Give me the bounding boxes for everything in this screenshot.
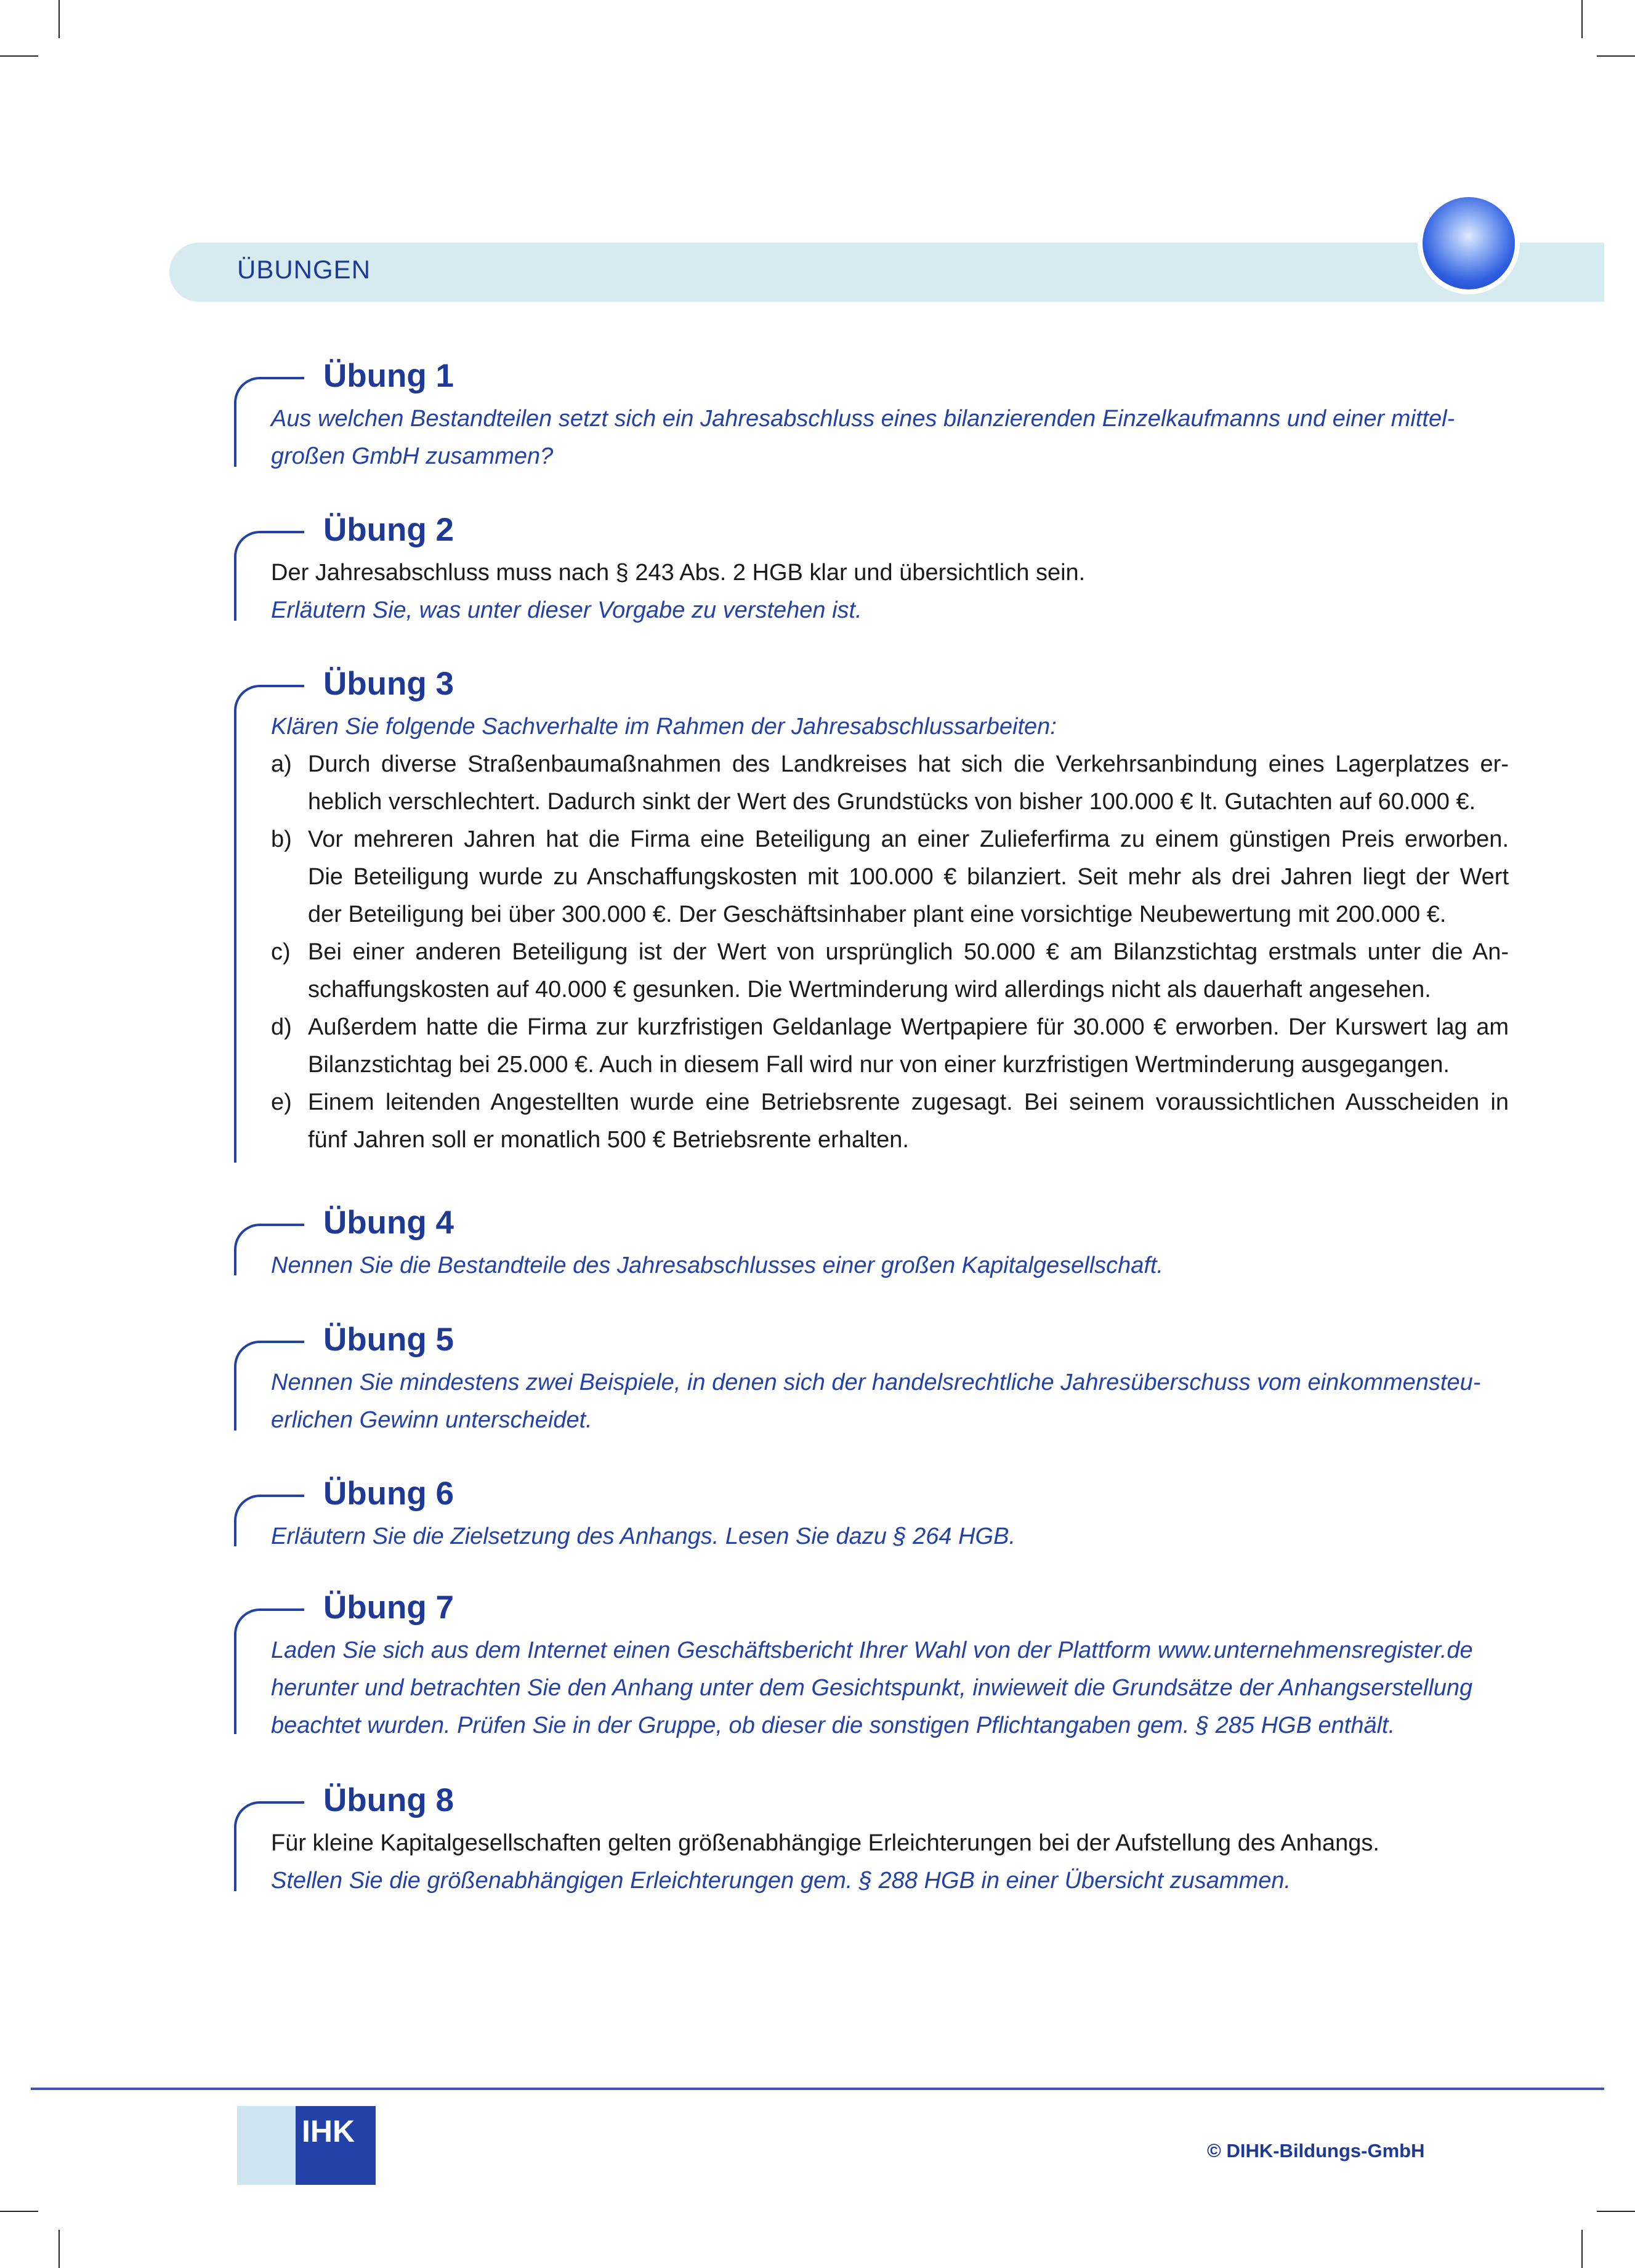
sub-task-line: Einem leitenden Angestellten wurde eine Betriebsrente zugesagt. Bei seinem voraussichtlichen Ausscheiden in xyxy=(308,1089,1509,1115)
exercise-text-line: erlichen Gewinn unterscheidet. xyxy=(271,1407,592,1433)
sub-task-line: Die Beteiligung wurde zu Anschaffungskosten mit 100.000 € bilanziert. Seit mehr als drei Jahren liegt der Wert xyxy=(308,864,1509,890)
exercise-title: Übung 3 xyxy=(323,666,454,702)
sub-task-line: Vor mehreren Jahren hat die Firma eine Beteiligung an einer Zulieferfirma zu einem günstigen Preis erworben. xyxy=(308,826,1509,852)
exercise-7-body xyxy=(271,1632,1509,1745)
ihk-logo-accent xyxy=(237,2106,296,2185)
sub-task-marker: a) xyxy=(271,751,292,777)
exercise-title: Übung 2 xyxy=(323,512,454,548)
crop-mark xyxy=(1581,0,1583,38)
sub-task-line: der Beteiligung bei über 300.000 €. Der Geschäftsinhaber plant eine vorsichtige Neubewertung mit 200.000 €. xyxy=(308,902,1447,927)
exercise-title: Übung 8 xyxy=(323,1782,454,1818)
exercise-text-line: herunter und betrachten Sie den Anhang unter dem Gesichtspunkt, inwieweit die Grundsätze der Anhangserstellung xyxy=(271,1675,1473,1701)
sub-task-line: schaffungskosten auf 40.000 € gesunken. Die Wertminderung wird allerdings nicht als dauerhaft angesehen. xyxy=(308,977,1431,1003)
section-title: ÜBUNGEN xyxy=(237,255,371,284)
ihk-logo-text: IHK xyxy=(302,2114,355,2149)
section-header-bar xyxy=(169,243,1604,302)
crop-mark xyxy=(59,2230,60,2268)
exercise-text-line: Nennen Sie die Bestandteile des Jahresabschlusses einer großen Kapitalgesellschaft. xyxy=(271,1253,1164,1278)
crop-mark xyxy=(1597,55,1635,57)
exercise-text-line: beachtet wurden. Prüfen Sie in der Gruppe, ob dieser die sonstigen Pflichtangaben gem. § 285 HGB enthält. xyxy=(271,1713,1395,1738)
sub-task-line: heblich verschlechtert. Dadurch sinkt der Wert des Grundstücks von bisher 100.000 € lt. Gutachten auf 60.000 €. xyxy=(308,789,1476,815)
crop-mark xyxy=(0,55,38,57)
decorative-sphere-icon xyxy=(1423,197,1515,289)
exercise-text-line: Der Jahresabschluss muss nach § 243 Abs. 2 HGB klar und übersichtlich sein. xyxy=(271,560,1086,586)
crop-mark xyxy=(59,0,60,38)
sub-task-marker: d) xyxy=(271,1014,292,1040)
sub-task-item xyxy=(271,821,1509,934)
exercise-6-body xyxy=(271,1518,1509,1556)
exercise-text-line: Für kleine Kapitalgesellschaften gelten größenabhängige Erleichterungen bei der Aufstellung des Anhangs. xyxy=(271,1830,1379,1856)
sub-task-marker: c) xyxy=(271,939,291,965)
crop-mark xyxy=(1581,2230,1583,2268)
exercise-text-line: großen GmbH zusammen? xyxy=(271,443,554,469)
exercise-title: Übung 4 xyxy=(323,1205,454,1241)
sub-task-item xyxy=(271,746,1509,821)
exercise-text-line: Stellen Sie die größenabhängigen Erleichterungen gem. § 288 HGB in einer Übersicht zusammen. xyxy=(271,1868,1291,1894)
exercise-title: Übung 7 xyxy=(323,1589,454,1626)
sub-task-line: Durch diverse Straßenbaumaßnahmen des Landkreises hat sich die Verkehrsanbindung eines Lagerplatzes er- xyxy=(308,751,1509,777)
exercise-1-body xyxy=(271,400,1509,475)
exercise-title: Übung 6 xyxy=(323,1475,454,1512)
sub-task-marker: b) xyxy=(271,826,292,852)
exercise-text-line: Erläutern Sie, was unter dieser Vorgabe zu verstehen ist. xyxy=(271,597,862,623)
exercise-2-body xyxy=(271,554,1509,629)
footer-divider xyxy=(31,2088,1604,2090)
sub-task-line: Bilanzstichtag bei 25.000 €. Auch in diesem Fall wird nur von einer kurzfristigen Wertminderung ausgegangen. xyxy=(308,1052,1450,1078)
sub-task-item xyxy=(271,1084,1509,1159)
exercise-8-body xyxy=(271,1825,1509,1900)
exercise-text-line: Erläutern Sie die Zielsetzung des Anhangs. Lesen Sie dazu § 264 HGB. xyxy=(271,1523,1016,1549)
sub-task-line: Außerdem hatte die Firma zur kurzfristigen Geldanlage Wertpapiere für 30.000 € erworben. Der Kurswert lag am xyxy=(308,1014,1509,1040)
exercise-5-body xyxy=(271,1364,1509,1439)
exercise-text-line: Laden Sie sich aus dem Internet einen Geschäftsbericht Ihrer Wahl von der Plattform www.unternehmensregister.de xyxy=(271,1637,1473,1663)
sub-task-item xyxy=(271,1009,1509,1084)
crop-mark xyxy=(1597,2211,1635,2212)
copyright-notice: © DIHK-Bildungs-GmbH xyxy=(1207,2140,1425,2161)
sub-task-line: fünf Jahren soll er monatlich 500 € Betriebsrente erhalten. xyxy=(308,1127,909,1153)
exercise-title: Übung 5 xyxy=(323,1322,454,1358)
exercise-text-line: Nennen Sie mindestens zwei Beispiele, in denen sich der handelsrechtliche Jahresüberschuss vom einkommensteu- xyxy=(271,1370,1481,1395)
exercise-3-body xyxy=(271,708,1509,1159)
exercise-intro: Klären Sie folgende Sachverhalte im Rahmen der Jahresabschlussarbeiten: xyxy=(271,714,1057,740)
exercise-4-body xyxy=(271,1247,1509,1285)
sub-task-list xyxy=(271,746,1509,1159)
sub-task-line: Bei einer anderen Beteiligung ist der Wert von ursprünglich 50.000 € am Bilanzstichtag erstmals unter die An- xyxy=(308,939,1509,965)
sub-task-marker: e) xyxy=(271,1089,292,1115)
crop-mark xyxy=(0,2211,38,2212)
exercise-text-line: Aus welchen Bestandteilen setzt sich ein Jahresabschluss eines bilanzierenden Einzelkaufmanns und einer mittel- xyxy=(271,406,1455,432)
sub-task-item xyxy=(271,934,1509,1009)
exercise-title: Übung 1 xyxy=(323,358,454,394)
